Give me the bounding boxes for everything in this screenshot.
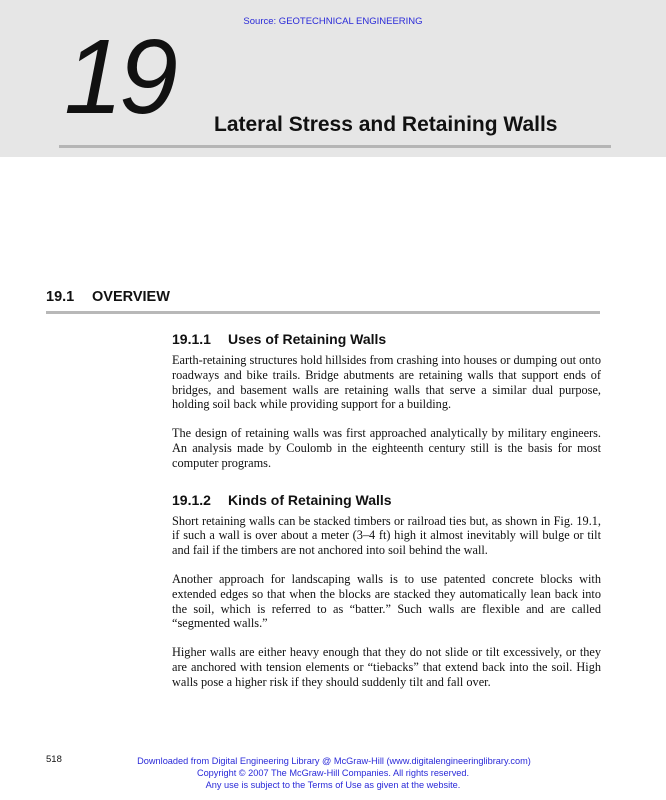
chapter-title: Lateral Stress and Retaining Walls bbox=[214, 113, 558, 136]
subsection-number: 19.1.1 bbox=[172, 331, 211, 347]
paragraph: The design of retaining walls was first approached analytically by military engineers. An analysis made by Coulomb in the eighteenth century still is the basis for most computer programs. bbox=[172, 426, 601, 470]
subsection-title: Kinds of Retaining Walls bbox=[228, 491, 392, 508]
paragraph: Short retaining walls can be stacked timbers or railroad ties but, as shown in Fig. 19.1, if such a wall is over about a meter (3–4 ft) high it almost inevitably will bulge or tilt and fail if the timbers are not anchored into soil behind the wall. bbox=[172, 513, 601, 558]
section-number: 19.1 bbox=[46, 289, 75, 305]
section-title: OVERVIEW bbox=[92, 289, 170, 305]
paragraph: Higher walls are either heavy enough that they do not slide or tilt excessively, or they are anchored with tension elements or “tiebacks” that extend back into the soil. High walls pose a higher risk if they should suddenly tilt and fall over. bbox=[172, 645, 601, 689]
subsection-heading-kinds bbox=[172, 492, 601, 508]
subsection-number: 19.1.2 bbox=[172, 491, 211, 508]
chapter-number: 19 bbox=[64, 18, 174, 136]
subsection-heading-uses bbox=[172, 331, 601, 347]
paragraph: Another approach for landscaping walls is to use patented concrete blocks with extended edges so that when the blocks are stacked they automatically lean back into the soil, which is referred to as “batter.” Such walls are flexible and are called “segmented walls.” bbox=[172, 571, 601, 631]
body-content bbox=[172, 331, 601, 704]
section-heading bbox=[46, 289, 170, 305]
page-number: 518 bbox=[46, 754, 62, 765]
subsection-title: Uses of Retaining Walls bbox=[228, 331, 387, 347]
section-divider bbox=[46, 311, 600, 314]
source-label: Source: GEOTECHNICAL ENGINEERING bbox=[243, 16, 423, 27]
paragraph: Earth-retaining structures hold hillsides from crashing into houses or dumping out onto roadways and bike trails. Bridge abutments are retaining walls that support ends of bridges, and basement walls are retaining walls that serve a similar dual purpose, holding soil back while providing support for a building. bbox=[172, 353, 601, 412]
footer-copyright: Copyright © 2007 The McGraw-Hill Companies. All rights reserved. bbox=[196, 767, 470, 778]
footer-download-link[interactable]: Downloaded from Digital Engineering Library @ McGraw-Hill (www.digitalengineeringlibrary.com) bbox=[137, 756, 531, 766]
header-divider bbox=[59, 145, 611, 148]
footer-terms[interactable]: Any use is subject to the Terms of Use as given at the website. bbox=[205, 779, 461, 790]
footer-notice bbox=[0, 756, 666, 791]
